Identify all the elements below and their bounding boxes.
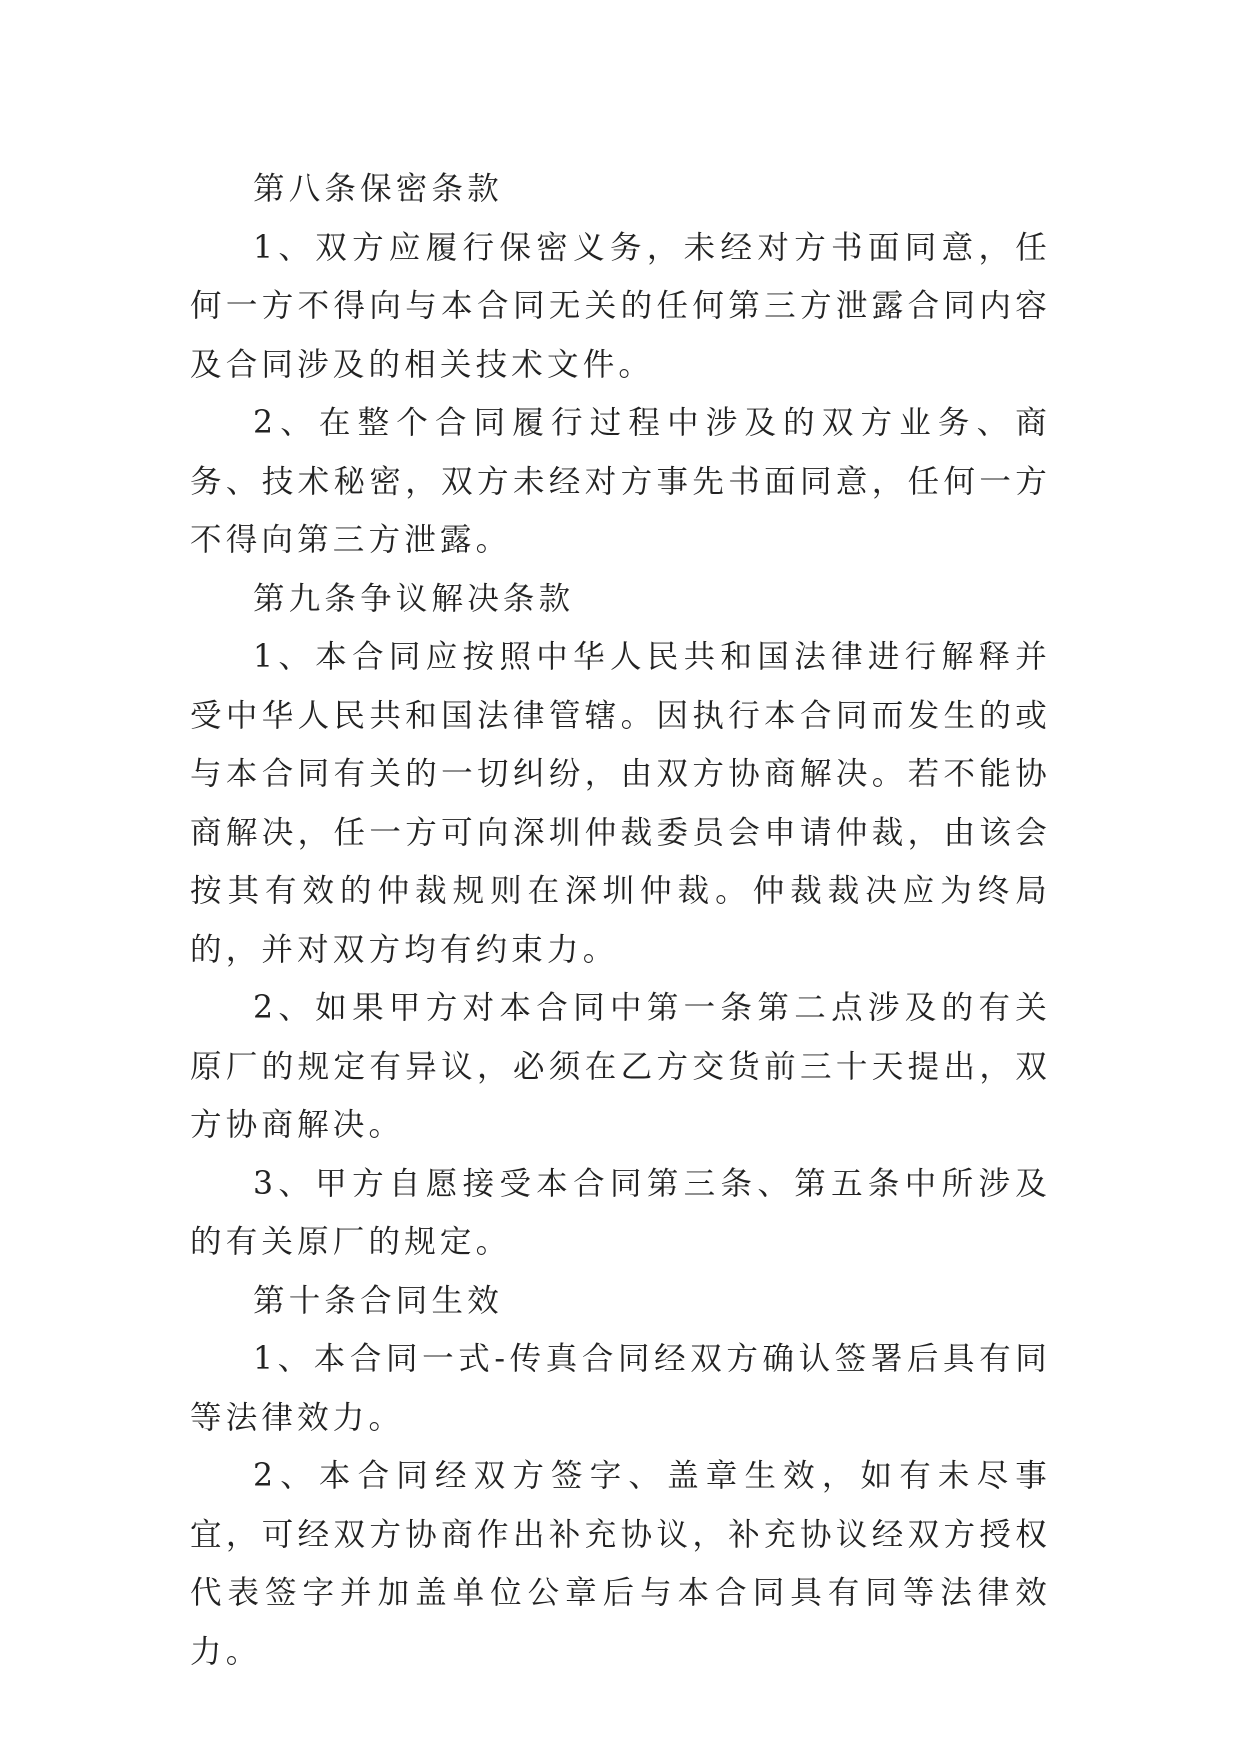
paragraph: 2、在整个合同履行过程中涉及的双方业务、商务、技术秘密，双方未经对方事先书面同意，任何一方不得向第三方泄露。 — [190, 405, 1051, 558]
document-body — [190, 160, 1051, 1681]
section-heading-article-10: 第十条合同生效 — [253, 1282, 503, 1319]
section-heading-article-8: 第八条保密条款 — [253, 171, 503, 207]
paragraph: 3、甲方自愿接受本合同第三条、第五条中所涉及的有关原厂的规定。 — [190, 1165, 1051, 1260]
paragraph: 1、本合同应按照中华人民共和国法律进行解释并受中华人民共和国法律管辖。因执行本合同而发生的或与本合同有关的一切纠纷，由双方协商解决。若不能协商解决，任一方可向深圳仲裁委员会申请仲裁，由该会按其有效的仲裁规则在深圳仲裁。仲裁裁决应为终局的，并对双方均有约束力。 — [190, 639, 1051, 968]
paragraph: 2、如果甲方对本合同中第一条第二点涉及的有关原厂的规定有异议，必须在乙方交货前三十天提出，双方协商解决。 — [190, 990, 1051, 1143]
paragraph: 1、双方应履行保密义务，未经对方书面同意，任何一方不得向与本合同无关的任何第三方泄露合同内容及合同涉及的相关技术文件。 — [190, 229, 1051, 383]
section-heading-article-9: 第九条争议解决条款 — [253, 580, 575, 617]
paragraph: 1、本合同一式-传真合同经双方确认签署后具有同等法律效力。 — [190, 1341, 1051, 1436]
paragraph: 2、本合同经双方签字、盖章生效，如有未尽事宜，可经双方协商作出补充协议，补充协议经双方授权代表签字并加盖单位公章后与本合同具有同等法律效力。 — [190, 1458, 1051, 1670]
